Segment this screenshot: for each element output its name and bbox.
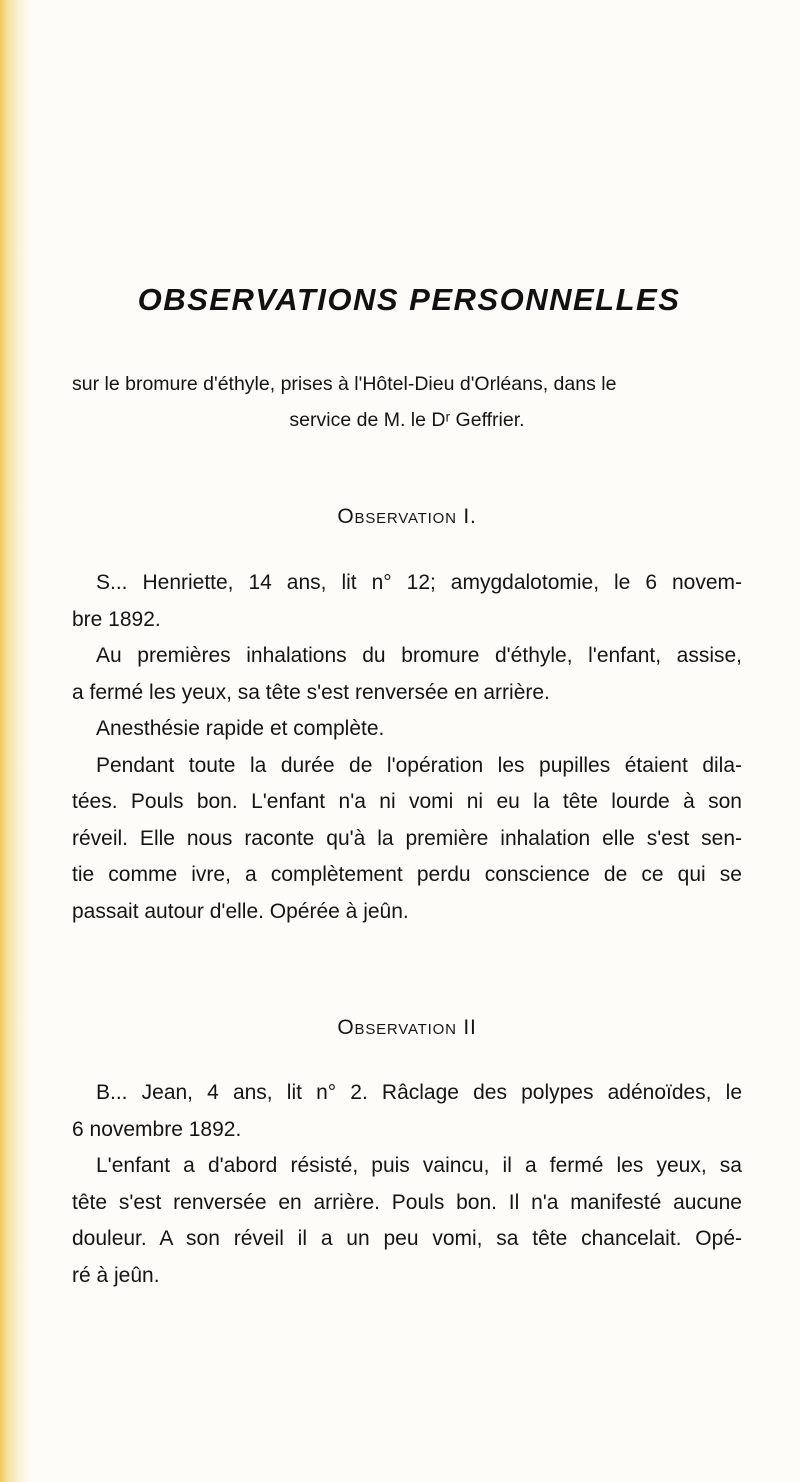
text-line: ré à jeûn. <box>72 1263 160 1287</box>
page-title: OBSERVATIONS PERSONNELLES <box>137 282 681 317</box>
text-line: tées. Pouls bon. L'enfant n'a ni vomi ni eu la tête lourde à son <box>72 790 742 813</box>
text-line: 6 novembre 1892. <box>72 1117 242 1141</box>
observation-body <box>72 565 742 930</box>
text-line: B... Jean, 4 ans, lit n° 2. Râclage des polypes adénoïdes, le <box>96 1081 742 1104</box>
observation-heading: Observation I. <box>337 505 477 528</box>
text-line: L'enfant a d'abord résisté, puis vaincu, il a fermé les yeux, sa <box>96 1154 742 1177</box>
text-line: S... Henriette, 14 ans, lit n° 12; amygdalotomie, le 6 novem- <box>96 571 742 594</box>
text-line: tête s'est renversée en arrière. Pouls bon. Il n'a manifesté aucune <box>72 1190 742 1214</box>
text-line: Au premières inhalations du bromure d'éthyle, l'enfant, assise, <box>96 644 742 667</box>
observation-body <box>72 1075 742 1294</box>
text-line: douleur. A son réveil il a un peu vomi, sa tête chancelait. Opé- <box>72 1227 742 1250</box>
document-page <box>72 0 742 1482</box>
subtitle-line: sur le bromure d'éthyle, prises à l'Hôtel-Dieu d'Orléans, dans le <box>72 373 617 395</box>
text-line: bre 1892. <box>72 607 161 631</box>
text-line: tie comme ivre, a complètement perdu conscience de ce qui se <box>72 863 742 886</box>
page-binding-edge <box>0 0 34 1482</box>
observation-heading: Observation II <box>337 1016 477 1039</box>
subtitle-line: service de M. le Dʳ Geffrier. <box>289 409 525 431</box>
text-line: passait autour d'elle. Opérée à jeûn. <box>72 899 409 923</box>
text-line: Anesthésie rapide et complète. <box>96 717 385 740</box>
subtitle <box>72 366 742 438</box>
text-line: a fermé les yeux, sa tête s'est renversée en arrière. <box>72 680 550 704</box>
text-line: réveil. Elle nous raconte qu'à la première inhalation elle s'est sen- <box>72 826 742 850</box>
text-line: Pendant toute la durée de l'opération les pupilles étaient dila- <box>96 753 742 777</box>
